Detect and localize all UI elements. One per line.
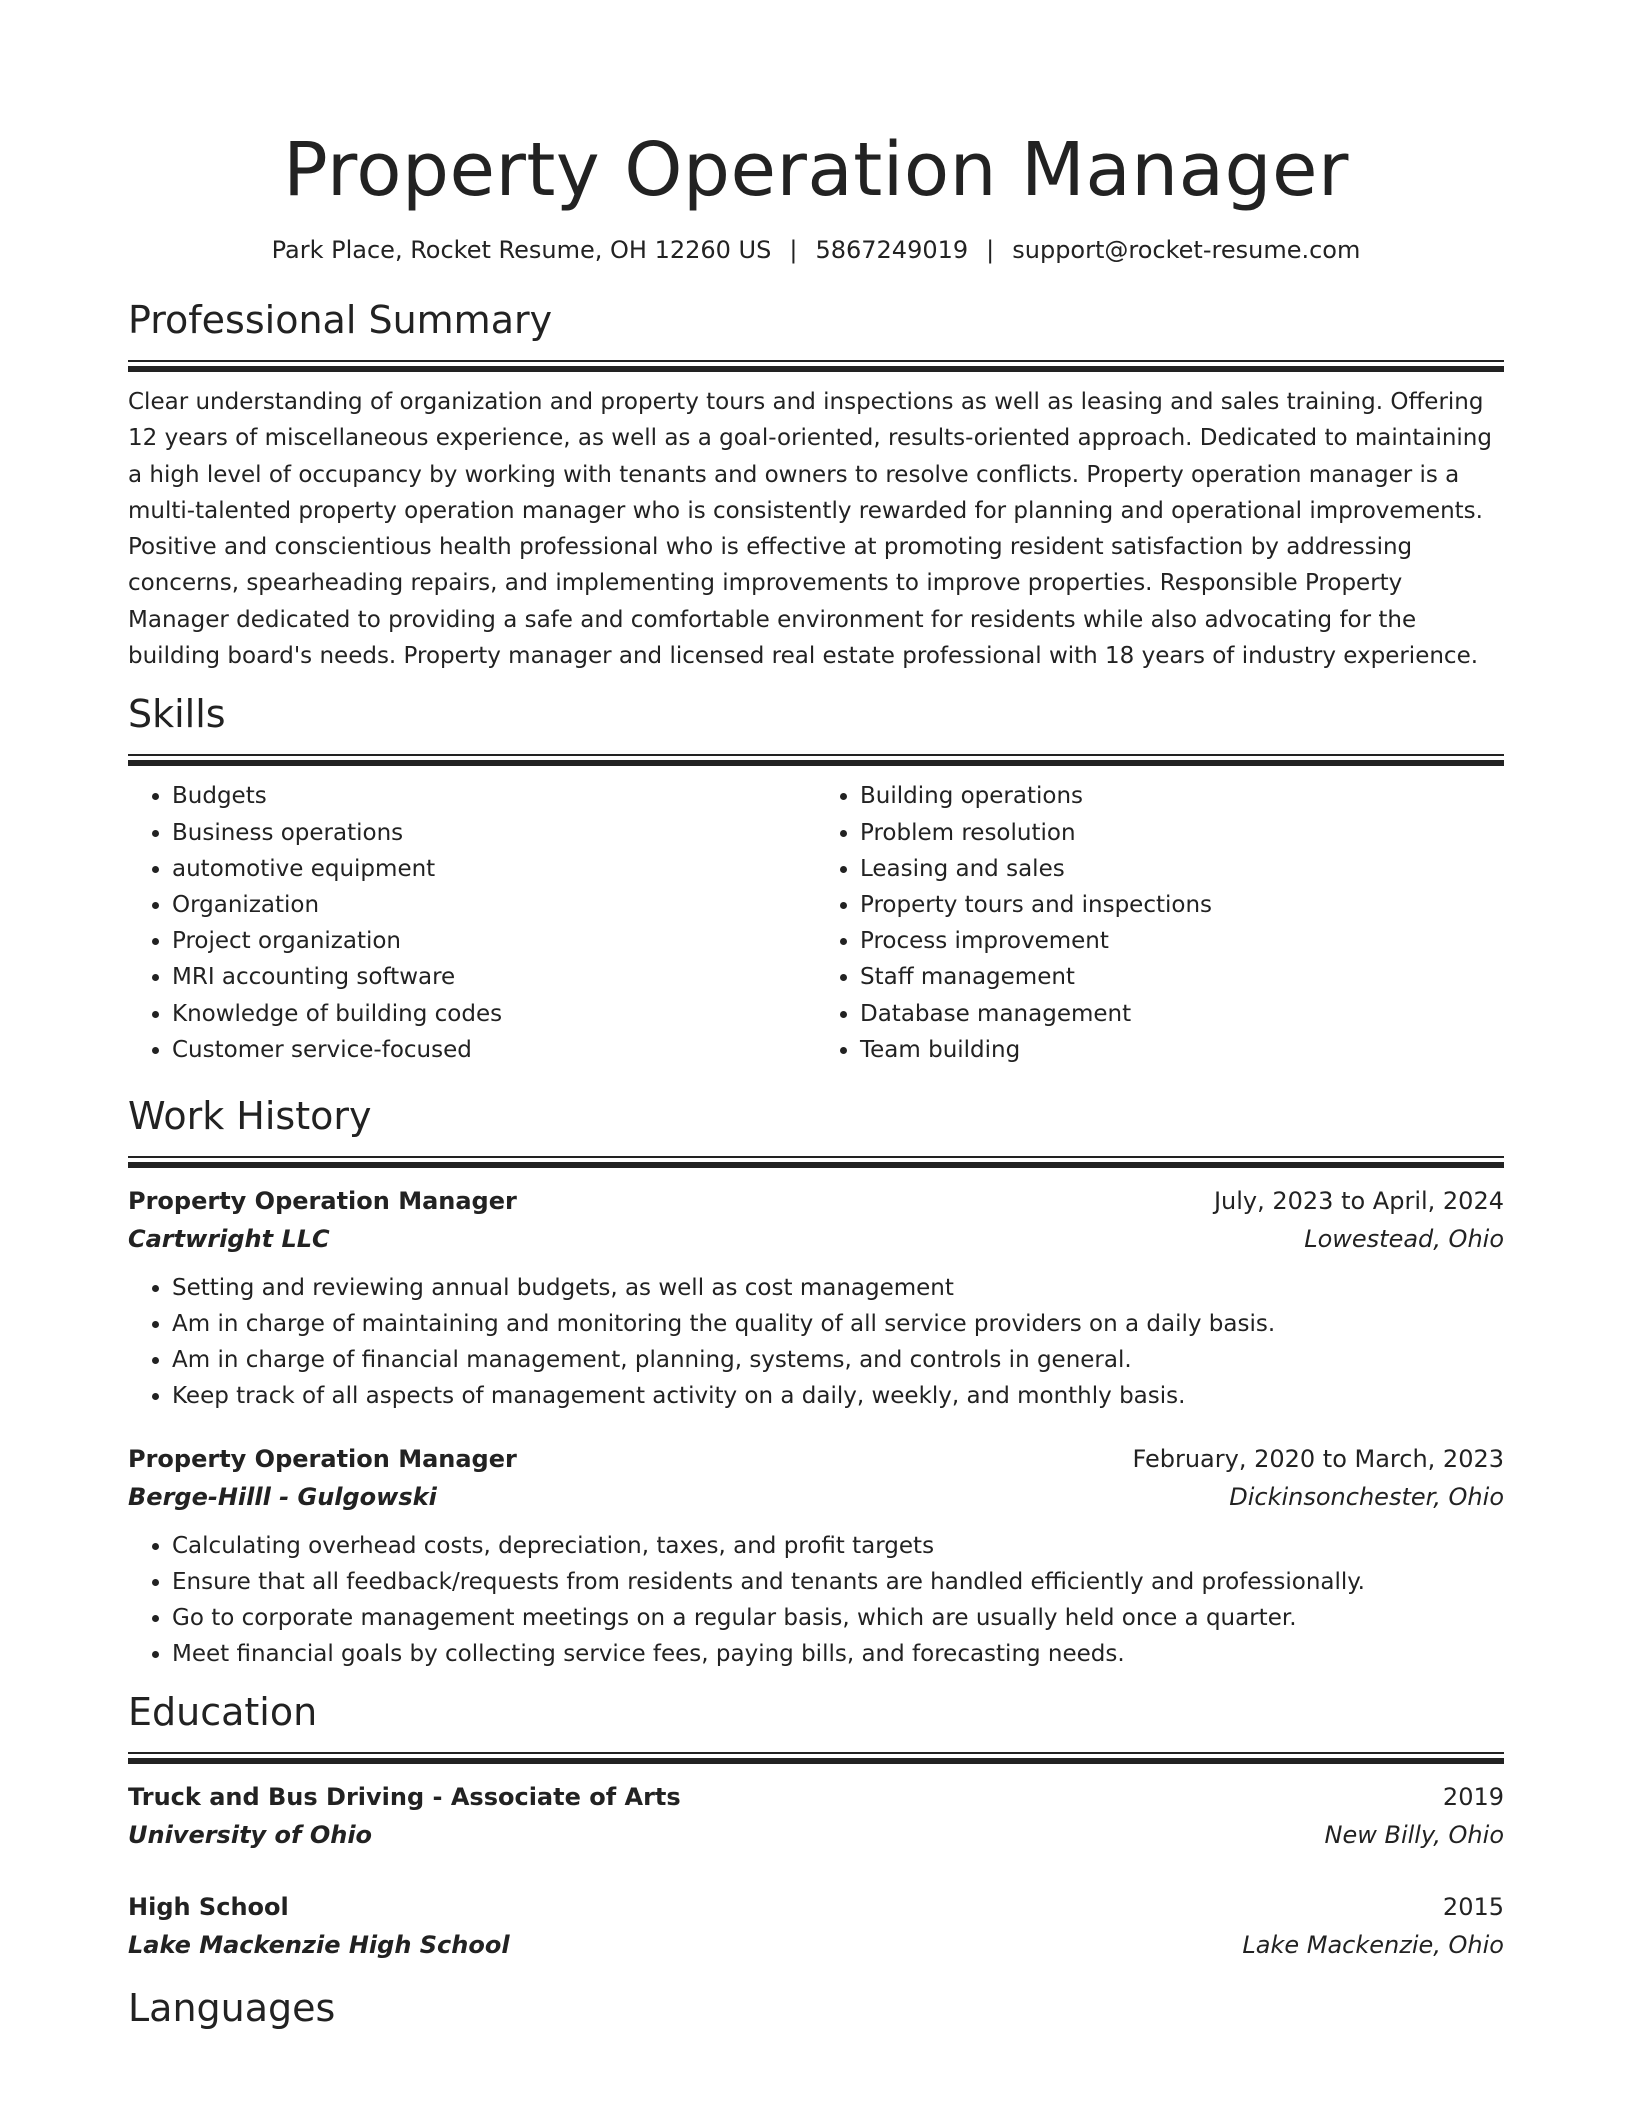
contact-line bbox=[128, 234, 1504, 266]
skill-item: • Budgets bbox=[172, 778, 816, 814]
job-bullets bbox=[128, 1528, 1504, 1672]
job-company: Berge-Hilll - Gulgowski bbox=[128, 1483, 437, 1511]
skills-section bbox=[128, 690, 1504, 1068]
skills-list bbox=[128, 778, 1504, 1068]
skill-item: • Business operations bbox=[172, 815, 816, 851]
job-entry bbox=[128, 1182, 1504, 1414]
skill-item: • automotive equipment bbox=[172, 851, 816, 887]
education-entry bbox=[128, 1888, 1504, 1964]
job-company: Cartwright LLC bbox=[128, 1225, 330, 1253]
job-header bbox=[128, 1440, 1504, 1478]
job-header bbox=[128, 1182, 1504, 1220]
job-dates: February, 2020 to March, 2023 bbox=[1132, 1445, 1504, 1473]
skill-item: • Problem resolution bbox=[860, 815, 1504, 851]
education-school: Lake Mackenzie High School bbox=[128, 1931, 510, 1959]
section-divider bbox=[128, 754, 1504, 766]
job-subheader bbox=[128, 1478, 1504, 1516]
education-section bbox=[128, 1688, 1504, 1964]
section-title-languages: Languages bbox=[128, 1986, 336, 2030]
job-bullet: • Calculating overhead costs, depreciation, taxes, and profit targets bbox=[172, 1528, 1504, 1564]
education-subheader bbox=[128, 1816, 1504, 1854]
education-location: Lake Mackenzie, Ohio bbox=[1242, 1931, 1504, 1959]
summary-text: Clear understanding of organization and property tours and inspections as well as leasing and sales training. Offering 12 years of miscellaneous experience, as well as a goal-oriented, results-oriented approach. Dedicated to maintaining a high level of occupancy by working with tenants and owners to resolve conflicts. Property operation manager is a multi-talented property operation manager who is consistently rewarded for planning and operational improvements. Positive and conscientious health professional who is effective at promoting resident satisfaction by addressing concerns, spearheading repairs, and implementing improvements to improve properties. Responsible Property Manager dedicated to providing a safe and comfortable environment for residents while also advocating for the building board's needs. Property manager and licensed real estate professional with 18 years of industry experience. bbox=[128, 389, 1492, 670]
skill-item: • Leasing and sales bbox=[860, 851, 1504, 887]
section-title-work: Work History bbox=[128, 1094, 372, 1138]
skills-column-left bbox=[128, 778, 816, 1068]
section-title-summary: Professional Summary bbox=[128, 298, 553, 342]
job-location: Lowestead, Ohio bbox=[1304, 1225, 1504, 1253]
section-divider bbox=[128, 1156, 1504, 1168]
education-subheader bbox=[128, 1926, 1504, 1964]
job-title: Property Operation Manager bbox=[128, 1187, 517, 1215]
education-degree: Truck and Bus Driving - Associate of Arts bbox=[128, 1783, 681, 1811]
job-title: Property Operation Manager bbox=[128, 1445, 517, 1473]
job-bullet: • Go to corporate management meetings on a regular basis, which are usually held once a quarter. bbox=[172, 1600, 1504, 1636]
contact-phone: 5867249019 bbox=[815, 236, 969, 264]
skills-column-right bbox=[816, 778, 1504, 1068]
job-bullet: • Ensure that all feedback/requests from residents and tenants are handled efficiently and professionally. bbox=[172, 1564, 1504, 1600]
skill-item: • Organization bbox=[172, 887, 816, 923]
section-divider bbox=[128, 1752, 1504, 1764]
skill-item: • Database management bbox=[860, 996, 1504, 1032]
skill-item: • Knowledge of building codes bbox=[172, 996, 816, 1032]
skill-item: • Customer service-focused bbox=[172, 1032, 816, 1068]
languages-section bbox=[128, 1984, 1504, 2032]
skill-item: • Building operations bbox=[860, 778, 1504, 814]
job-bullet: • Keep track of all aspects of management activity on a daily, weekly, and monthly basis. bbox=[172, 1378, 1504, 1414]
job-bullet: • Am in charge of financial management, planning, systems, and controls in general. bbox=[172, 1342, 1504, 1378]
job-entry bbox=[128, 1440, 1504, 1672]
job-bullet: • Meet financial goals by collecting service fees, paying bills, and forecasting needs. bbox=[172, 1636, 1504, 1672]
section-title-skills: Skills bbox=[128, 692, 226, 737]
education-header bbox=[128, 1778, 1504, 1816]
job-bullet: • Setting and reviewing annual budgets, as well as cost management bbox=[172, 1270, 1504, 1306]
education-school: University of Ohio bbox=[128, 1821, 373, 1849]
education-header bbox=[128, 1888, 1504, 1926]
contact-email[interactable]: support@rocket-resume.com bbox=[1012, 236, 1361, 264]
work-section bbox=[128, 1092, 1504, 1672]
skill-item: • Project organization bbox=[172, 923, 816, 959]
contact-address: Park Place, Rocket Resume, OH 12260 US bbox=[271, 236, 772, 264]
resume-name: Property Operation Manager bbox=[283, 127, 1349, 213]
job-location: Dickinsonchester, Ohio bbox=[1229, 1483, 1504, 1511]
skill-item: • Staff management bbox=[860, 959, 1504, 995]
skill-item: • Team building bbox=[860, 1032, 1504, 1068]
resume-page bbox=[128, 0, 1504, 2032]
skill-item: • Property tours and inspections bbox=[860, 887, 1504, 923]
summary-section bbox=[128, 296, 1504, 674]
job-subheader bbox=[128, 1220, 1504, 1258]
education-entry bbox=[128, 1778, 1504, 1854]
section-divider bbox=[128, 360, 1504, 372]
job-bullet: • Am in charge of maintaining and monitoring the quality of all service providers on a daily basis. bbox=[172, 1306, 1504, 1342]
education-location: New Billy, Ohio bbox=[1324, 1821, 1504, 1849]
skill-item: • Process improvement bbox=[860, 923, 1504, 959]
job-dates: July, 2023 to April, 2024 bbox=[1213, 1187, 1504, 1215]
job-bullets bbox=[128, 1270, 1504, 1414]
section-title-education: Education bbox=[128, 1690, 318, 1734]
education-year: 2015 bbox=[1442, 1893, 1504, 1921]
skill-item: • MRI accounting software bbox=[172, 959, 816, 995]
education-degree: High School bbox=[128, 1893, 289, 1921]
contact-separator: | bbox=[789, 236, 798, 264]
education-year: 2019 bbox=[1442, 1783, 1504, 1811]
contact-separator: | bbox=[986, 236, 995, 264]
